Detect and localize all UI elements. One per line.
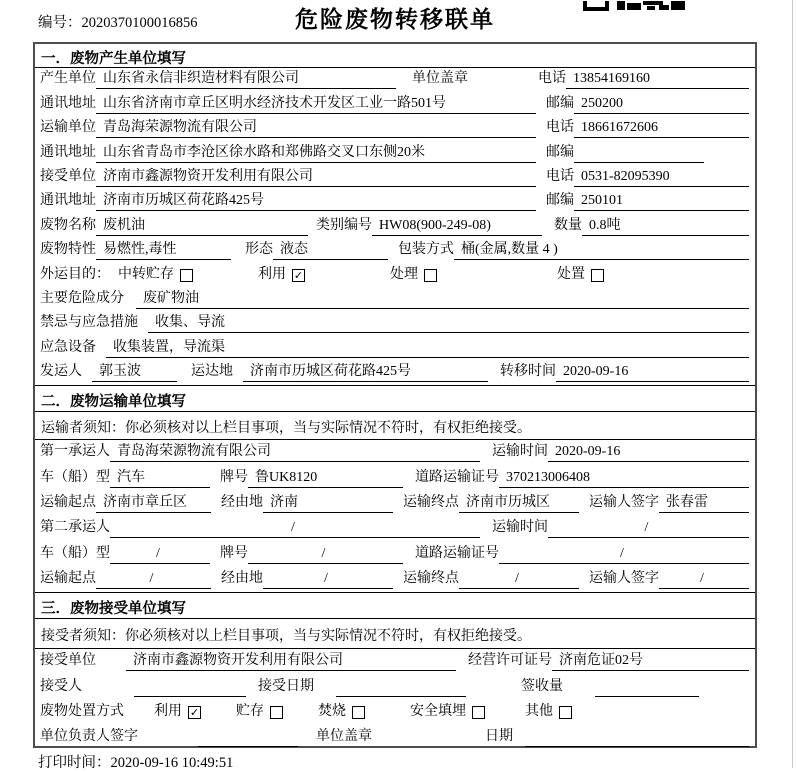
transfer-form-table bbox=[33, 42, 757, 748]
partial-qr-code-icon bbox=[583, 0, 687, 16]
transport-unit-label: 运输单位 bbox=[40, 120, 96, 136]
unit-seal2-label: 单位盖章 bbox=[316, 729, 372, 745]
section2-header: 二．废物运输单位填写 bbox=[35, 386, 755, 412]
purpose-dispose-label: 处置 bbox=[557, 266, 585, 282]
waste-name-label: 废物名称 bbox=[40, 217, 96, 233]
row-route1 bbox=[35, 491, 755, 516]
row-accept-person bbox=[35, 674, 755, 699]
origin1-value: 济南市章丘区 bbox=[96, 491, 211, 513]
via2-value: / bbox=[263, 571, 393, 589]
emergency-equipment-label: 应急设备 bbox=[40, 339, 96, 355]
transfer-time-value: 2020-09-16 bbox=[556, 364, 749, 382]
transport-phone-value: 18661672606 bbox=[574, 120, 749, 138]
row-producer-unit bbox=[35, 68, 755, 92]
section-receiver bbox=[35, 592, 755, 751]
transport-address-label: 通讯地址 bbox=[40, 144, 96, 160]
purpose-option-use bbox=[258, 263, 305, 285]
section3-header: 三．废物接受单位填写 bbox=[35, 593, 755, 619]
disposal-landfill-checkbox bbox=[472, 706, 485, 719]
accept-date-label: 接受日期 bbox=[258, 678, 314, 694]
disposal-incinerate-label: 焚烧 bbox=[318, 704, 346, 720]
waste-name-value: 废机油 bbox=[96, 214, 308, 236]
transport-unit-value: 青岛海荣源物流有限公司 bbox=[96, 116, 536, 138]
accept-date-value bbox=[336, 695, 466, 697]
purpose-use-checkbox: ✓ bbox=[293, 268, 304, 282]
row-second-carrier bbox=[35, 516, 755, 541]
row-first-carrier bbox=[35, 440, 755, 465]
license-number-value: 济南危证02号 bbox=[552, 649, 749, 671]
first-carrier-label: 第一承运人 bbox=[40, 444, 110, 460]
transport-phone-label: 电话 bbox=[546, 120, 574, 136]
disposal-method-label: 废物处置方式 bbox=[40, 704, 124, 720]
disposal-option-store bbox=[236, 700, 283, 722]
row-emergency-equipment bbox=[35, 336, 755, 360]
row-disposal-method bbox=[35, 700, 755, 725]
row-vehicle1 bbox=[35, 465, 755, 490]
accept-person-label: 接受人 bbox=[40, 678, 82, 694]
serial-label: 编号： bbox=[38, 15, 82, 31]
disposal-option-incinerate bbox=[318, 700, 365, 722]
print-time-label: 打印时间： bbox=[38, 755, 111, 771]
disposal-landfill-label: 安全填埋 bbox=[410, 704, 466, 720]
emergency-equipment-value: 收集装置，导流渠 bbox=[106, 336, 749, 358]
quantity-value: 0.8吨 bbox=[582, 214, 749, 236]
transport-time2-value: / bbox=[548, 520, 749, 538]
producer-unit-label: 产生单位 bbox=[40, 71, 96, 87]
origin1-label: 运输起点 bbox=[40, 494, 96, 510]
transport-time1-label: 运输时间 bbox=[492, 444, 548, 460]
responsible-sign-value bbox=[198, 745, 298, 747]
responsible-sign-label: 单位负责人签字 bbox=[40, 729, 138, 745]
form-state-value: 液态 bbox=[273, 238, 388, 260]
print-time bbox=[38, 751, 233, 772]
destination-value: 济南市历城区荷花路425号 bbox=[243, 360, 488, 382]
section-producer bbox=[35, 44, 755, 385]
license-number-label: 经营许可证号 bbox=[468, 653, 552, 669]
receiver-address-label: 通讯地址 bbox=[40, 193, 96, 209]
second-carrier-value: / bbox=[110, 520, 480, 538]
page-title: 危险废物转移联单 bbox=[295, 7, 495, 32]
row-route2 bbox=[35, 567, 755, 592]
category-code-value: HW08(900-249-08) bbox=[372, 218, 542, 236]
transfer-time-label: 转移时间 bbox=[500, 364, 556, 380]
receiver-address-value: 济南市历城区荷花路425号 bbox=[96, 189, 536, 211]
carrier-sign2-value: / bbox=[659, 571, 749, 589]
form-state-label: 形态 bbox=[245, 242, 273, 258]
hazard-component-label: 主要危险成分 bbox=[40, 290, 124, 306]
receiver-zip-value: 250101 bbox=[574, 193, 749, 211]
hazard-component-value: 废矿物油 bbox=[136, 287, 749, 309]
purpose-transit-label: 中转贮存 bbox=[118, 266, 174, 282]
row-responsible-sign bbox=[35, 725, 755, 750]
origin2-value: / bbox=[96, 571, 211, 589]
destination-label: 运达地 bbox=[191, 364, 233, 380]
via1-label: 经由地 bbox=[221, 494, 263, 510]
receiver-unit-value: 济南市鑫源物资开发利用有限公司 bbox=[96, 165, 536, 187]
purpose-transit-checkbox bbox=[180, 269, 193, 282]
purpose-treat-label: 处理 bbox=[390, 266, 418, 282]
endpoint2-value: / bbox=[459, 571, 579, 589]
purpose-option-dispose bbox=[557, 263, 604, 285]
vehicle-type2-label: 车（船）型 bbox=[40, 545, 110, 561]
row-waste-name bbox=[35, 214, 755, 238]
carrier-sign1-value: 张春雷 bbox=[659, 491, 749, 513]
producer-unit-value: 山东省永信非织造材料有限公司 bbox=[96, 67, 396, 89]
row-transport-unit bbox=[35, 117, 755, 141]
section1-header: 一．废物产生单位填写 bbox=[35, 44, 755, 68]
vehicle-type2-value: / bbox=[110, 546, 210, 564]
serial-value: 2020370100016856 bbox=[81, 15, 198, 31]
disposal-other-checkbox bbox=[559, 706, 572, 719]
section-transporter bbox=[35, 385, 755, 592]
producer-zip-value: 250200 bbox=[574, 96, 749, 114]
row-accept-unit bbox=[35, 649, 755, 674]
quantity-label: 数量 bbox=[554, 217, 582, 233]
receiver-phone-label: 电话 bbox=[546, 168, 574, 184]
receiver-unit-label: 接受单位 bbox=[40, 168, 96, 184]
purpose-option-treat bbox=[390, 263, 437, 285]
row-hazard-component bbox=[35, 288, 755, 312]
form-header bbox=[0, 0, 796, 42]
transporter-notice: 运输者须知：你必须核对以上栏目事项，当与实际情况不符时，有权拒绝接受。 bbox=[35, 412, 755, 440]
endpoint2-label: 运输终点 bbox=[403, 570, 459, 586]
plate-number1-value: 鲁UK8120 bbox=[248, 466, 403, 488]
carrier-sign2-label: 运输人签字 bbox=[589, 570, 659, 586]
signed-amount-value bbox=[595, 695, 699, 697]
road-permit1-label: 道路运输证号 bbox=[415, 469, 499, 485]
purpose-dispose-checkbox bbox=[591, 269, 604, 282]
producer-address-value: 山东省济南市章丘区明水经济技术开发区工业一路501号 bbox=[96, 92, 536, 114]
packing-value: 桶(金属,数量 4 ) bbox=[454, 238, 749, 260]
vehicle-type1-label: 车（船）型 bbox=[40, 469, 110, 485]
disposal-option-landfill bbox=[410, 700, 485, 722]
row-emergency-measures bbox=[35, 312, 755, 336]
accept-unit-label: 接受单位 bbox=[40, 653, 96, 669]
consignor-label: 发运人 bbox=[40, 364, 82, 380]
road-permit2-label: 道路运输证号 bbox=[415, 545, 499, 561]
endpoint1-label: 运输终点 bbox=[403, 494, 459, 510]
accept-unit-value: 济南市鑫源物资开发利用有限公司 bbox=[126, 649, 456, 671]
first-carrier-value: 青岛海荣源物流有限公司 bbox=[110, 440, 480, 462]
disposal-use-label: 利用 bbox=[154, 704, 182, 720]
unit-seal-label: 单位盖章 bbox=[412, 71, 468, 87]
disposal-store-checkbox bbox=[270, 706, 283, 719]
row-producer-address bbox=[35, 92, 755, 116]
transport-zip-value bbox=[574, 161, 704, 163]
accept-person-value bbox=[134, 695, 246, 697]
transport-zip-label: 邮编 bbox=[546, 144, 574, 160]
row-waste-character bbox=[35, 239, 755, 263]
plate-number2-value: / bbox=[248, 546, 403, 564]
producer-address-label: 通讯地址 bbox=[40, 95, 96, 111]
via2-label: 经由地 bbox=[221, 570, 263, 586]
producer-zip-label: 邮编 bbox=[546, 95, 574, 111]
packing-label: 包装方式 bbox=[398, 242, 454, 258]
disposal-other-label: 其他 bbox=[525, 704, 553, 720]
producer-phone-value: 13854169160 bbox=[566, 71, 749, 89]
via1-value: 济南 bbox=[263, 491, 393, 513]
category-code-label: 类别编号 bbox=[316, 217, 372, 233]
purpose-label: 外运目的： bbox=[40, 266, 110, 282]
endpoint1-value: 济南市历城区 bbox=[459, 491, 579, 513]
purpose-option-transit bbox=[118, 263, 193, 285]
vehicle-type1-value: 汽车 bbox=[110, 466, 210, 488]
purpose-use-label: 利用 bbox=[258, 266, 286, 282]
waste-character-value: 易燃性,毒性 bbox=[96, 238, 231, 260]
consignor-value: 郭玉波 bbox=[92, 360, 177, 382]
transport-time1-value: 2020-09-16 bbox=[548, 444, 749, 462]
road-permit1-value: 370213006408 bbox=[499, 470, 749, 488]
origin2-label: 运输起点 bbox=[40, 570, 96, 586]
purpose-treat-checkbox bbox=[424, 269, 437, 282]
disposal-use-checkbox: ✓ bbox=[189, 706, 200, 720]
date-label: 日期 bbox=[485, 729, 513, 745]
waste-character-label: 废物特性 bbox=[40, 242, 96, 258]
emergency-measures-label: 禁忌与应急措施 bbox=[40, 315, 138, 331]
road-permit2-value: / bbox=[499, 546, 749, 564]
carrier-sign1-label: 运输人签字 bbox=[589, 494, 659, 510]
row-receiver-unit bbox=[35, 166, 755, 190]
transport-time2-label: 运输时间 bbox=[492, 520, 548, 536]
signed-amount-label: 签收量 bbox=[521, 678, 563, 694]
receiver-zip-label: 邮编 bbox=[546, 193, 574, 209]
row-transfer-purpose bbox=[35, 263, 755, 287]
row-consignor bbox=[35, 361, 755, 385]
row-transport-address bbox=[35, 141, 755, 165]
receiver-phone-value: 0531-82095390 bbox=[574, 169, 749, 187]
plate-number1-label: 牌号 bbox=[220, 469, 248, 485]
receiver-notice: 接受者须知：你必须核对以上栏目事项，当与实际情况不符时，有权拒绝接受。 bbox=[35, 619, 755, 649]
emergency-measures-value: 收集、导流 bbox=[148, 311, 749, 333]
row-receiver-address bbox=[35, 190, 755, 214]
disposal-store-label: 贮存 bbox=[236, 704, 264, 720]
print-time-value: 2020-09-16 10:49:51 bbox=[110, 755, 234, 771]
date-value bbox=[525, 745, 749, 747]
second-carrier-label: 第二承运人 bbox=[40, 520, 110, 536]
plate-number2-label: 牌号 bbox=[220, 545, 248, 561]
page-right-edge-line bbox=[792, 0, 793, 768]
disposal-option-use bbox=[154, 700, 201, 722]
transport-address-value: 山东省青岛市李沧区徐水路和郑佛路交叉口东侧20米 bbox=[96, 141, 536, 163]
disposal-incinerate-checkbox bbox=[352, 706, 365, 719]
producer-phone-label: 电话 bbox=[538, 71, 566, 87]
row-vehicle2 bbox=[35, 541, 755, 566]
disposal-option-other bbox=[525, 700, 572, 722]
